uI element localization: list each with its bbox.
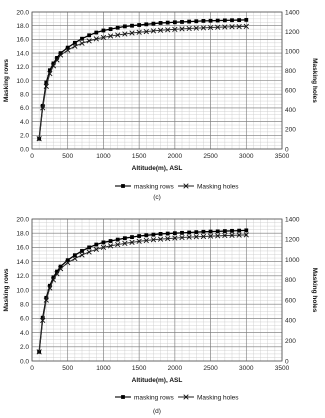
data-point (73, 41, 77, 45)
data-point (230, 229, 234, 233)
data-point (173, 20, 177, 24)
data-point (87, 33, 91, 37)
data-point (121, 184, 125, 188)
y-right-tick-label: 600 (285, 297, 296, 305)
y-left-tick-label: 16.0 (16, 36, 29, 44)
y-right-tick-label: 800 (285, 277, 296, 285)
data-point (121, 395, 125, 399)
x-tick-label: 2000 (167, 365, 183, 372)
data-point (230, 18, 234, 22)
data-point (202, 230, 206, 234)
legend-item (115, 394, 174, 401)
data-point (73, 253, 77, 257)
legend-item (115, 183, 174, 190)
y-left-axis-title: Masking rows (3, 59, 10, 102)
x-tick-label: 2500 (203, 153, 218, 160)
data-point (187, 20, 191, 24)
y-right-tick-label: 0 (285, 146, 289, 154)
y-left-tick-label: 20.0 (16, 9, 29, 17)
data-point (173, 231, 177, 235)
y-right-tick-label: 1000 (285, 48, 300, 56)
data-point (116, 26, 120, 30)
data-point (144, 22, 148, 26)
y-left-tick-label: 6.0 (19, 105, 29, 113)
legend-label: masking rows (134, 394, 174, 402)
chart-d (3, 216, 318, 415)
data-point (180, 20, 184, 24)
data-point (152, 233, 156, 237)
y-left-tick-label: 8.0 (19, 301, 29, 309)
y-right-tick-label: 800 (285, 68, 296, 76)
y-left-tick-label: 2.0 (19, 132, 29, 140)
y-right-tick-label: 1200 (285, 236, 300, 244)
legend-item (178, 183, 239, 190)
data-point (166, 21, 170, 25)
x-tick-label: 0 (30, 153, 34, 160)
data-point (102, 29, 106, 33)
legend-label: Masking holes (197, 183, 239, 191)
y-left-tick-label: 14.0 (16, 258, 29, 266)
y-left-tick-label: 6.0 (19, 315, 29, 323)
y-right-axis-title: Masking holes (311, 267, 318, 313)
y-right-tick-label: 1200 (285, 28, 300, 36)
data-point (130, 235, 134, 239)
y-left-axis-title: Masking rows (3, 268, 10, 312)
legend-label: Masking holes (197, 394, 239, 402)
legend-label: masking rows (134, 183, 174, 191)
y-left-tick-label: 2.0 (19, 344, 29, 352)
data-point (80, 249, 84, 253)
data-point (123, 24, 127, 28)
data-point (152, 22, 156, 26)
legend (115, 394, 239, 401)
data-point (237, 229, 241, 233)
data-point (87, 246, 91, 250)
x-tick-label: 3000 (239, 153, 254, 160)
y-right-tick-label: 400 (285, 317, 296, 325)
legend-item (178, 394, 239, 401)
y-left-tick-label: 0.0 (19, 146, 29, 154)
data-point (130, 24, 134, 28)
data-point (244, 228, 248, 232)
data-point (94, 31, 98, 35)
data-point (194, 19, 198, 23)
y-left-tick-label: 16.0 (16, 244, 29, 252)
data-point (209, 230, 213, 234)
data-point (223, 18, 227, 22)
data-point (109, 239, 113, 243)
figure-caption: (d) (153, 408, 161, 415)
figure-caption: (c) (153, 194, 161, 201)
x-tick-label: 0 (30, 365, 34, 372)
x-tick-label: 3500 (274, 153, 290, 160)
data-point (109, 27, 113, 31)
data-point (244, 18, 248, 22)
x-tick-label: 3500 (274, 365, 290, 372)
y-left-tick-label: 18.0 (16, 230, 29, 238)
data-point (116, 238, 120, 242)
y-left-tick-label: 0.0 (19, 358, 29, 366)
data-point (137, 234, 141, 238)
y-right-tick-label: 400 (285, 107, 296, 115)
data-point (159, 21, 163, 25)
data-point (216, 229, 220, 233)
x-tick-label: 1500 (131, 153, 147, 160)
data-point (223, 229, 227, 233)
y-left-tick-label: 14.0 (16, 50, 29, 58)
x-tick-label: 2000 (167, 153, 183, 160)
data-point (216, 19, 220, 23)
y-right-tick-label: 1400 (285, 216, 300, 224)
y-left-tick-label: 10.0 (16, 77, 29, 85)
data-point (180, 231, 184, 235)
y-right-tick-label: 200 (285, 338, 296, 346)
y-left-tick-label: 4.0 (19, 118, 29, 126)
y-left-tick-label: 4.0 (19, 329, 29, 337)
x-tick-label: 1000 (96, 365, 111, 372)
y-right-tick-label: 1000 (285, 256, 300, 264)
y-right-axis-title: Masking holes (311, 58, 318, 103)
x-axis-title: Altitude(m), ASL (131, 165, 183, 172)
data-point (209, 19, 213, 23)
data-point (202, 19, 206, 23)
data-point (194, 230, 198, 234)
x-axis-title: Altitude(m), ASL (131, 377, 183, 384)
y-right-tick-label: 600 (285, 87, 296, 95)
data-point (166, 232, 170, 236)
legend (115, 183, 239, 190)
x-tick-label: 1000 (96, 153, 111, 160)
data-point (144, 233, 148, 237)
data-point (123, 236, 127, 240)
chart-c (3, 9, 318, 201)
y-right-tick-label: 200 (285, 126, 296, 134)
y-left-tick-label: 12.0 (16, 64, 29, 72)
data-point (94, 243, 98, 247)
y-left-tick-label: 12.0 (16, 273, 29, 281)
x-tick-label: 2500 (203, 365, 218, 372)
y-right-tick-label: 0 (285, 358, 289, 366)
y-left-tick-label: 8.0 (19, 91, 29, 99)
x-tick-label: 3000 (239, 365, 254, 372)
data-point (80, 37, 84, 41)
x-tick-label: 500 (62, 153, 74, 160)
data-point (102, 241, 106, 245)
y-left-tick-label: 10.0 (16, 287, 29, 295)
data-point (159, 232, 163, 236)
y-left-tick-label: 20.0 (16, 216, 29, 224)
x-tick-label: 1500 (131, 365, 147, 372)
y-right-tick-label: 1400 (285, 9, 300, 17)
x-tick-label: 500 (62, 365, 74, 372)
data-point (137, 23, 141, 27)
y-left-tick-label: 18.0 (16, 23, 29, 30)
data-point (187, 231, 191, 235)
data-point (237, 18, 241, 22)
